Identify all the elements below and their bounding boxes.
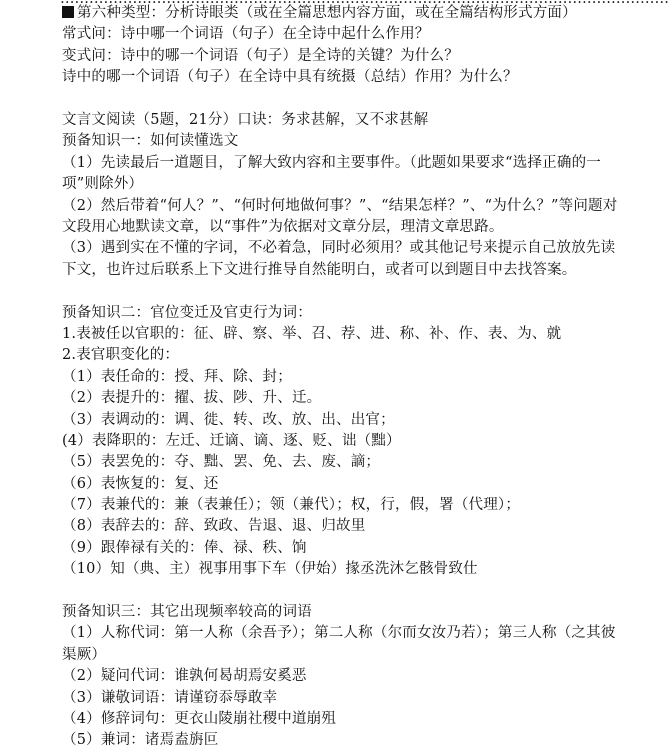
prep3-item-2: （2）疑问代词：谁孰何曷胡焉安奚恶 — [62, 668, 307, 685]
prep2-item-2: （2）表提升的：擢、拔、陟、升、迁。 — [62, 390, 322, 407]
spacer — [62, 281, 622, 302]
prep2-item-7: （7）表兼代的：兼（表兼任）；领（兼代）；权，行，假，署（代理）； — [62, 497, 521, 514]
section-six-heading-text: 第六种类型：分析诗眼类（或在全篇思想内容方面，或在全篇结构形式方面） — [77, 5, 577, 21]
prep2-item-10: （10）知（典、主）视事用事下车（伊始）掾丞洗沐乞骸骨致仕 — [62, 561, 478, 578]
prep1-item-3: （3）遇到实在不懂的字词，不必着急，同时必须用？或其他记号来提示自己放放先读下文，也许过后联系上下文进行推导自然能明白，或者可以到题目中去找答案。 — [62, 240, 616, 278]
classical-title: 文言文阅读（5题，21分）口诀：务求甚解，又不求甚解 — [62, 111, 429, 128]
prep2-title: 预备知识二：官位变迁及官吏行为词： — [62, 304, 312, 321]
black-square-bullet-icon — [62, 6, 74, 18]
spacer — [62, 581, 622, 602]
variant-question: 变式问：诗中的哪一个词语（句子）是全诗的关键？为什么？ — [62, 47, 459, 64]
prep1-item-1: （1）先读最后一道题目，了解大致内容和主要事件。（此题如果要求“选择正确的一项”则除外） — [62, 154, 601, 193]
prep3-item-1: （1）人称代词：第一人称（余吾予）；第二人称（尔而女汝乃若）；第三人称（之其彼渠厥） — [62, 625, 616, 663]
prep2-item-3: （3）表调动的：调、徙、转、改、放、出、出官； — [62, 411, 395, 428]
prep2-item-6: （6）表恢复的：复、还 — [62, 475, 219, 492]
prep2-line-2: 2.表官职变化的： — [62, 347, 180, 364]
prep3-item-3: （3）谦敬词语：请谨窃忝辱敢幸 — [62, 689, 278, 706]
prep3-item-4: （4）修辞词句：更衣山陵崩社稷中道崩殂 — [62, 711, 337, 728]
prep2-item-5: （5）表罢免的：夺、黜、罢、免、去、废、謫； — [62, 454, 381, 471]
prep3-title: 预备知识三：其它出现频率较高的词语 — [62, 604, 312, 621]
prep2-item-1: （1）表任命的：授、拜、除、封； — [62, 368, 292, 385]
section-six-heading — [62, 3, 622, 24]
spacer — [62, 89, 622, 110]
prep1-item-2: （2）然后带着“何人？”、“何时何地做何事？”、“结果怎样？”、“为什么？”等问题对文段用心地默读文章，以“事件”为依据对文章分层，理清文章思路。 — [62, 197, 618, 235]
document-body — [62, 3, 622, 752]
prep2-item-9: （9）跟俸禄有关的：俸、禄、秩、饷 — [62, 539, 307, 556]
prep3-item-5: （5）兼词：诸焉盍旃叵 — [62, 732, 219, 749]
extra-question: 诗中的哪一个词语（句子）在全诗中具有统摄（总结）作用？为什么？ — [62, 69, 518, 86]
prep2-item-8: （8）表辞去的：辞、致政、告退、退、归故里 — [62, 518, 366, 535]
prep2-item-4: (4）表降职的：左迁、迁谪、谪、逐、贬、诎（黜） — [62, 432, 401, 449]
prep1-title: 预备知识一：如何读懂选文 — [62, 133, 239, 150]
common-question: 常式问：诗中哪一个词语（句子）在全诗中起什么作用？ — [62, 26, 430, 43]
prep2-line-1: 1.表被任以官职的：征、辟、察、举、召、荐、进、称、补、作、表、为、就 — [62, 325, 562, 342]
